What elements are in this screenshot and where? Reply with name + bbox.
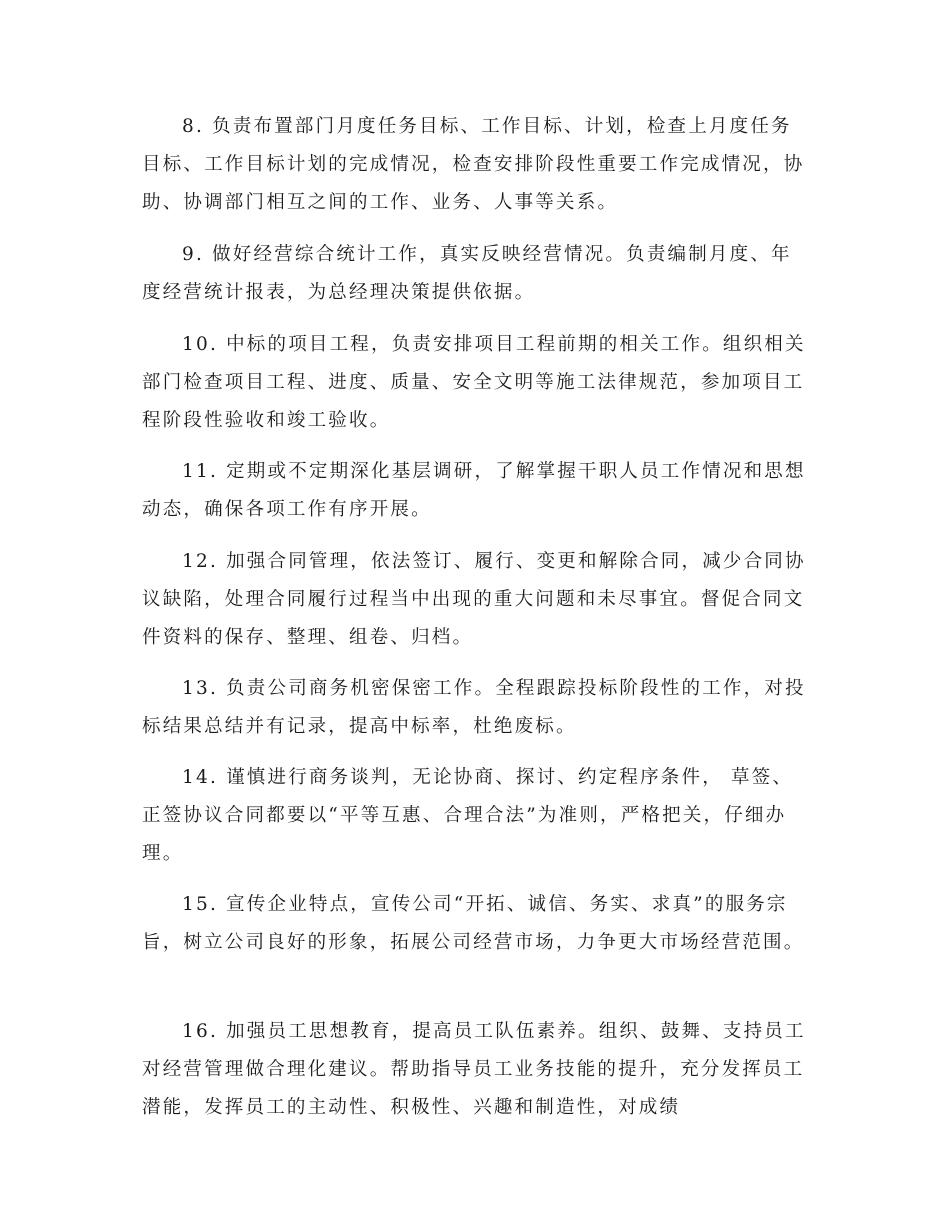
paragraph-item-16: 16. 加强员工思想教育，提高员工队伍素养。组织、鼓舞、支持员工对经营管理做合理化建议。帮助指导员工业务技能的提升，充分发挥员工潜能，发挥员工的主动性、积极性、兴趣和制造性，对成绩 [142,1021,806,1118]
paragraph-item-15: 15. 宣传企业特点，宣传公司“开拓、诚信、务实、求真”的服务宗旨，树立公司良好的形象，拓展公司经营市场，力争更大市场经营范围。 [142,894,805,953]
paragraph-item-9: 9. 做好经营综合统计工作，真实反映经营情况。负责编制月度、年度经营统计报表，为总经理决策提供依据。 [142,244,792,303]
paragraph-item-14: 14. 谨慎进行商务谈判，无论协商、探讨、约定程序条件， 草签、正签协议合同都要以“平等互惠、合理合法”为准则，严格把关，仔细办理。 [142,767,794,864]
paragraph-item-11: 11. 定期或不定期深化基层调研，了解掌握干职人员工作情况和思想动态，确保各项工作有序开展。 [142,461,806,520]
paragraph-item-12: 12. 加强合同管理，依法签订、履行、变更和解除合同，减少合同协议缺陷，处理合同履行过程当中出现的重大问题和未尽事宜。督促合同文件资料的保存、整理、组卷、归档。 [142,551,806,648]
paragraph-item-13: 13. 负责公司商务机密保密工作。全程跟踪投标阶段性的工作，对投标结果总结并有记录，提高中标率，杜绝废标。 [142,678,806,737]
paragraph-item-8: 8. 负责布置部门月度任务目标、工作目标、计划，检查上月度任务目标、工作目标计划的完成情况，检查安排阶段性重要工作完成情况，协助、协调部门相互之间的工作、业务、人事等关系。 [142,116,805,213]
paragraph-item-10: 10. 中标的项目工程，负责安排项目工程前期的相关工作。组织相关部门检查项目工程、进度、质量、安全文明等施工法律规范，参加项目工程阶段性验收和竣工验收。 [142,334,806,431]
